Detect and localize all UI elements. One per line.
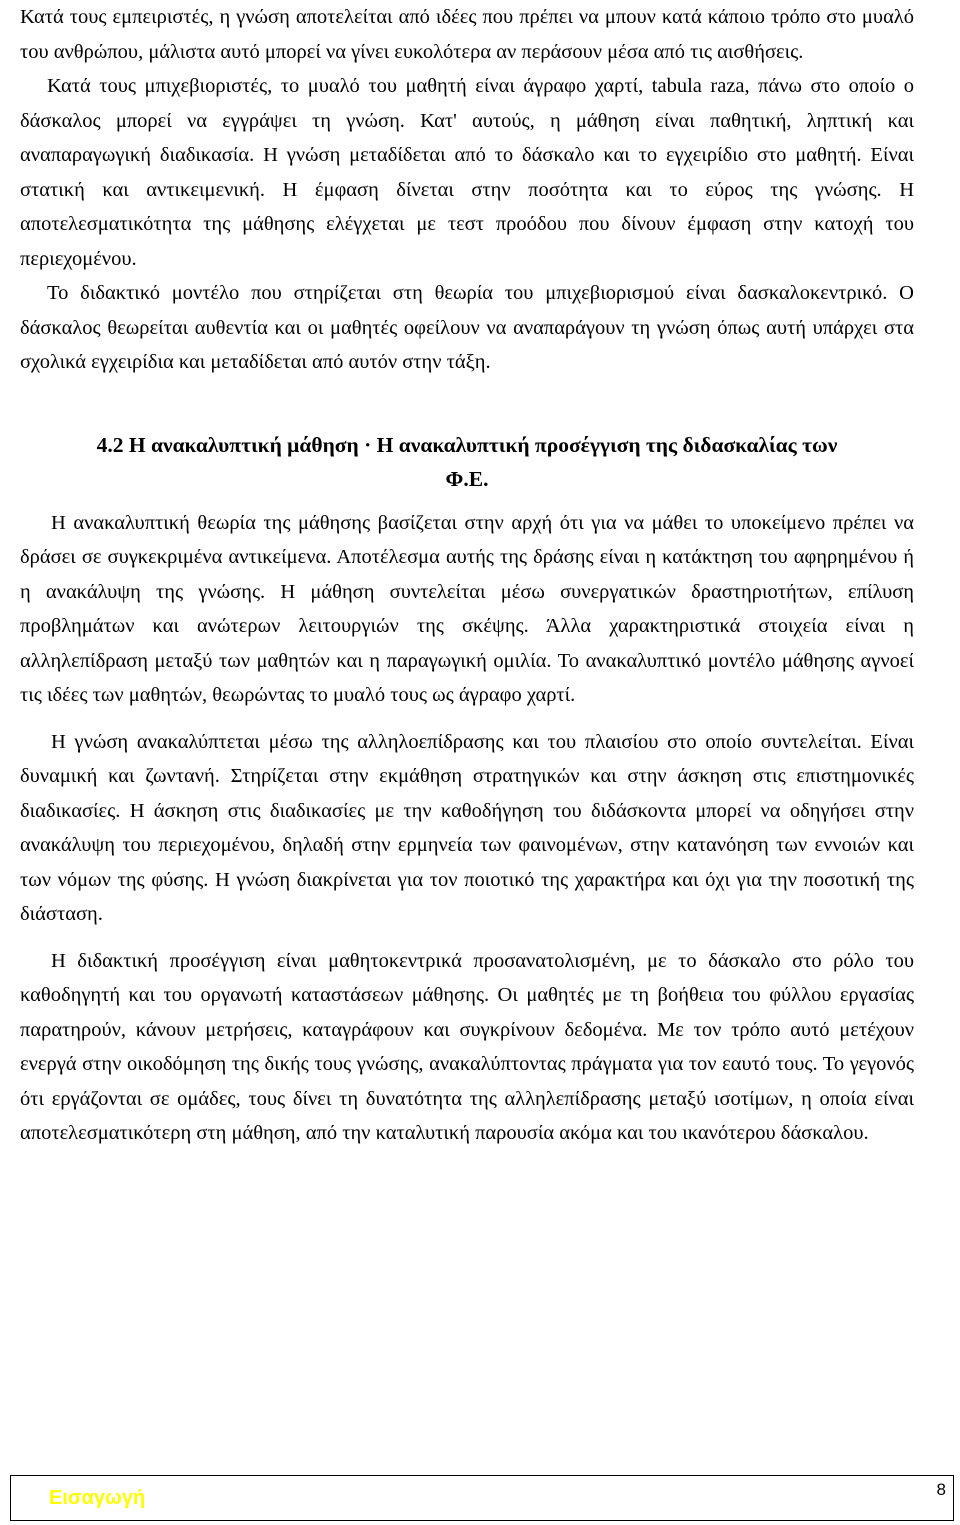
document-body [20, 0, 914, 1151]
footer-section-label: Εισαγωγή [49, 1487, 146, 1509]
section-heading [20, 428, 914, 496]
section-heading-line1: 4.2 Η ανακαλυπτική μάθηση · Η ανακαλυπτική προσέγγιση της διδασκαλίας των [96, 432, 838, 457]
page-footer [10, 1475, 954, 1521]
section-heading-line2: Φ.Ε. [445, 466, 489, 491]
paragraph-discovery-theory: Η ανακαλυπτική θεωρία της μάθησης βασίζεται στην αρχή ότι για να μάθει το υποκείμενο πρέπει να δράσει σε συγκεκριμένα αντικείμενα. Αποτέλεσμα αυτής της δράσης είναι η κατάκτηση του αφηρημένου ή η ανακάλυψη της γνώσης. Η μάθηση συντελείται μέσω συνεργατικών δραστηριοτήτων, επίλυση προβλημάτων και ανώτερων λειτουργιών της σκέψης. Άλλα χαρακτηριστικά στοιχεία είναι η αλληλεπίδραση μεταξύ των μαθητών και η παραγωγική ομιλία. Το ανακαλυπτικό μοντέλο μάθησης αγνοεί τις ιδέες των μαθητών, θεωρώντας το μυαλό τους ως άγραφο χαρτί. [20, 511, 914, 706]
page-number: 8 [936, 1480, 946, 1499]
paragraph-teaching-model: Το διδακτικό μοντέλο που στηρίζεται στη θεωρία του μπιχεβιορισμού είναι δασκαλοκεντρικό. Ο δάσκαλος θεωρείται αυθεντία και οι μαθητές οφείλουν να αναπαράγουν τη γνώση όπως αυτή υπάρχει στα σχολικά εγχειρίδια και μεταδίδεται από αυτόν στην τάξη. [20, 282, 914, 373]
paragraph-empiricists: Κατά τους εμπειριστές, η γνώση αποτελείται από ιδέες που πρέπει να μπουν κατά κάποιο τρόπο στο μυαλό του ανθρώπου, μάλιστα αυτό μπορεί να γίνει ευκολότερα αν περάσουν μέσα από τις αισθήσεις. [20, 6, 914, 63]
paragraph-behaviorists: Κατά τους μπιχεβιοριστές, το μυαλό του μαθητή είναι άγραφο χαρτί, tabula raza, πάνω στο οποίο ο δάσκαλος μπορεί να εγγράψει τη γνώση. Κατ' αυτούς, η μάθηση είναι παθητική, ληπτική και αναπαραγωγική διαδικασία. Η γνώση μεταδίδεται από το δάσκαλο και το εγχειρίδιο στο μαθητή. Είναι στατική και αντικειμενική. Η έμφαση δίνεται στην ποσότητα και το εύρος της γνώσης. Η αποτελεσματικότητα της μάθησης ελέγχεται με τεστ προόδου που δίνουν έμφαση στην κατοχή του περιεχομένου. [20, 75, 914, 270]
paragraph-didactic-approach: Η διδακτική προσέγγιση είναι μαθητοκεντρικά προσανατολισμένη, με το δάσκαλο στο ρόλο του καθοδηγητή και του οργανωτή καταστάσεων μάθησης. Οι μαθητές με τη βοήθεια του φύλλου εργασίας παρατηρούν, κάνουν μετρήσεις, καταγράφουν και συγκρίνουν δεδομένα. Με τον τρόπο αυτό μετέχουν ενεργά στην οικοδόμηση της δικής τους γνώσης, ανακαλύπτοντας πράγματα για τον εαυτό τους. Το γεγονός ότι εργάζονται σε ομάδες, τους δίνει τη δυνατότητα της αλληλεπίδρασης μεταξύ ισοτίμων, η οποία είναι αποτελεσματικότερη στη μάθηση, από την καταλυτική παρουσία ακόμα και του ικανότερου δάσκαλου. [20, 949, 914, 1144]
paragraph-knowledge-discovery: Η γνώση ανακαλύπτεται μέσω της αλληλοεπίδρασης και του πλαισίου στο οποίο συντελείται. Είναι δυναμική και ζωντανή. Στηρίζεται στην εκμάθηση στρατηγικών και στην άσκηση στις επιστημονικές διαδικασίες. Η άσκηση στις διαδικασίες με την καθοδήγηση του διδάσκοντα μπορεί να οδηγήσει στην ανακάλυψη του περιεχομένου, δηλαδή στην ερμηνεία των φαινομένων, στην κατανόηση των εννοιών και των νόμων της φύσης. Η γνώση διακρίνεται για τον ποιοτικό της χαρακτήρα και όχι για την ποσοτική της διάσταση. [20, 730, 914, 925]
